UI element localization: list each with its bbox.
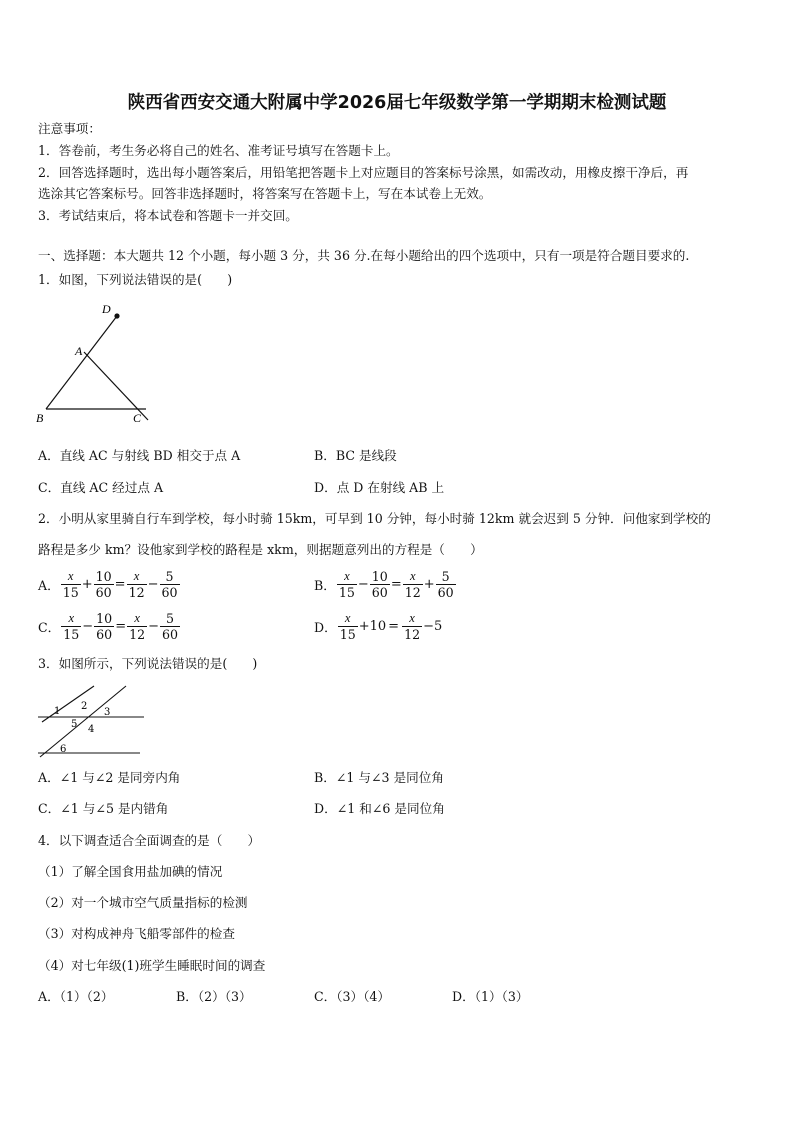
question-4-item: （2）对一个城市空气质量指标的检测 [38, 895, 248, 910]
fraction: $\frac{x}{12}$ [128, 569, 145, 600]
fraction: $\frac{5}{60}$ [162, 610, 179, 642]
notice-heading: 注意事项： [38, 121, 101, 136]
question-2-option-d: D． $\frac{x}{15}$ +10 = $\frac{x}{12}$ −5 [314, 611, 443, 642]
question-1-option-d: D．点 D 在射线 AB 上 [314, 480, 445, 495]
question-1-option-c: C．直线 AC 经过点 A [38, 480, 164, 495]
label-b: B [36, 411, 44, 425]
option-label: D． [314, 619, 337, 635]
question-1-figure [30, 298, 160, 428]
fraction: $\frac{10}{60}$ [96, 610, 113, 642]
fraction: $\frac{x}{12}$ [404, 611, 421, 642]
notice-item: 3．考试结束后，将本试卷和答题卡一并交回。 [38, 208, 298, 223]
fraction: $\frac{x}{15}$ [62, 569, 79, 600]
question-3-option-c: C．∠1 与∠5 是内错角 [38, 801, 169, 816]
question-4-item: （3）对构成神舟飞船零部件的检查 [38, 926, 235, 941]
question-4-option-b: B．（2）（3） [176, 989, 252, 1004]
transversal-lower [40, 686, 126, 757]
label-c: C [133, 411, 142, 425]
question-4-option-d: D．（1）（3） [452, 989, 529, 1004]
label-a: A [75, 344, 83, 358]
angle-label-6: 6 [60, 744, 67, 755]
fraction: $\frac{x}{15}$ [339, 611, 356, 642]
question-1-option-a: A．直线 AC 与射线 BD 相交于点 A [38, 448, 241, 463]
line-ac [84, 352, 148, 420]
fraction: $\frac{5}{60}$ [161, 568, 178, 600]
fraction: $\frac{x}{12}$ [129, 611, 146, 642]
question-3-option-a: A．∠1 与∠2 是同旁内角 [38, 770, 181, 785]
question-2-stem-line-2: 路程是多少 km？设他家到学校的路程是 xkm，则据题意列出的方程是（ ） [38, 542, 483, 557]
question-3-stem: 3．如图所示，下列说法错误的是( ) [38, 656, 258, 671]
angle-label-1: 1 [54, 706, 61, 717]
question-3-option-d: D．∠1 和∠6 是同位角 [314, 801, 445, 816]
fraction: $\frac{10}{60}$ [371, 568, 388, 600]
angle-label-4: 4 [88, 724, 95, 735]
angle-label-2: 2 [81, 701, 88, 712]
question-2-stem-line-1: 2．小明从家里骑自行车到学校，每小时骑 15km，可早到 10 分钟，每小时骑 12km 就会迟到 5 分钟．问他家到学校的 [38, 511, 711, 526]
fraction: $\frac{5}{60}$ [437, 568, 454, 600]
notice-item: 2．回答选择题时，选出每小题答案后，用铅笔把答题卡上对应题目的答案标号涂黑，如需改动，用橡皮擦干净后，再 [38, 165, 689, 180]
question-3-option-b: B．∠1 与∠3 是同位角 [314, 770, 444, 785]
question-4-option-a: A．（1）（2） [38, 989, 114, 1004]
question-3-figure [34, 682, 154, 760]
option-label: C． [38, 619, 61, 635]
notice-item: 选涂其它答案标号。回答非选择题时，将答案写在答题卡上，写在本试卷上无效。 [38, 186, 492, 201]
question-4-option-c: C．（3）（4） [314, 989, 391, 1004]
point-d [114, 313, 119, 318]
question-4-stem: 4．以下调查适合全面调查的是（ ） [38, 833, 261, 848]
fraction: $\frac{x}{15}$ [63, 611, 80, 642]
fraction: $\frac{x}{15}$ [338, 569, 355, 600]
page-title: 陕西省西安交通大附属中学2026届七年级数学第一学期期末检测试题 [127, 93, 667, 113]
notice-item: 1．答卷前，考生务必将自己的姓名、准考证号填写在答题卡上。 [38, 143, 399, 158]
question-1-option-b: B．BC 是线段 [314, 448, 397, 463]
label-d: D [102, 302, 111, 316]
fraction: $\frac{x}{12}$ [404, 569, 421, 600]
option-label: A． [38, 577, 60, 593]
question-4-item: （4）对七年级(1)班学生睡眠时间的调查 [38, 958, 266, 973]
option-label: B． [314, 577, 336, 593]
question-4-item: （1）了解全国食用盐加碘的情况 [38, 864, 223, 879]
angle-label-3: 3 [104, 707, 111, 718]
question-2-option-b: B． $\frac{x}{15}$ − $\frac{10}{60}$ = $\frac{x}{12}$ + $\frac{5}{60}$ [314, 568, 454, 600]
angle-label-5: 5 [71, 719, 78, 730]
line-bd [46, 316, 117, 409]
fraction: $\frac{10}{60}$ [95, 568, 112, 600]
question-2-option-c: C． $\frac{x}{15}$ − $\frac{10}{60}$ = $\frac{x}{12}$ − $\frac{5}{60}$ [38, 610, 179, 642]
question-2-option-a: A． $\frac{x}{15}$ + $\frac{10}{60}$ = $\frac{x}{12}$ − $\frac{5}{60}$ [38, 568, 178, 600]
question-1-stem: 1．如图，下列说法错误的是( ) [38, 272, 233, 287]
section-heading: 一、选择题：本大题共 12 个小题，每小题 3 分，共 36 分.在每小题给出的四个选项中，只有一项是符合题目要求的. [38, 248, 690, 263]
